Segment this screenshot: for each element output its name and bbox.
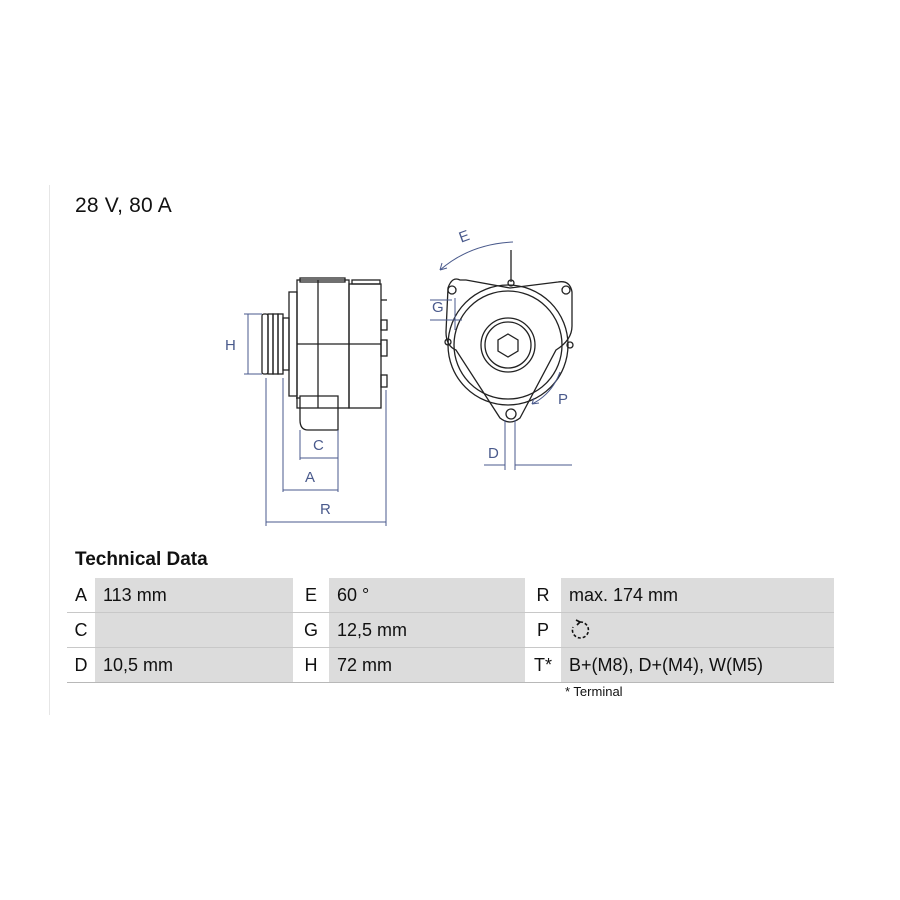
front-view [445, 250, 573, 422]
spec-label: T* [525, 648, 561, 683]
front-view-dimensions [430, 242, 572, 470]
rating-headline: 28 V, 80 A [75, 194, 172, 217]
technical-data-table [67, 578, 834, 683]
spec-label: R [525, 578, 561, 613]
spec-label: C [67, 613, 95, 648]
spec-row [67, 648, 834, 683]
spec-value: 72 mm [329, 648, 525, 683]
spec-value: 113 mm [95, 578, 293, 613]
spec-value: 10,5 mm [95, 648, 293, 683]
dim-label-r: R [320, 501, 331, 518]
dim-label-p: P [558, 391, 569, 408]
spec-label: A [67, 578, 95, 613]
spec-value: B+(M8), D+(M4), W(M5) [561, 648, 834, 683]
dim-label-c: C [313, 437, 324, 454]
spec-label: E [293, 578, 329, 613]
spec-label: D [67, 648, 95, 683]
spec-label: H [293, 648, 329, 683]
spec-row [67, 578, 834, 613]
spec-value-rotation [561, 613, 834, 648]
spec-value: 12,5 mm [329, 613, 525, 648]
side-view [262, 278, 387, 430]
dim-label-d: D [488, 445, 499, 462]
spec-label: G [293, 613, 329, 648]
side-view-dimensions [244, 314, 386, 526]
technical-data-title: Technical Data [75, 549, 208, 570]
spec-value: 60 ° [329, 578, 525, 613]
spec-row [67, 613, 834, 648]
dim-label-a: A [305, 469, 316, 486]
clockwise-rotation-icon [569, 619, 591, 641]
spec-value [95, 613, 293, 648]
dim-label-e: E [456, 227, 472, 247]
dim-label-g: G [432, 299, 444, 316]
terminal-footnote: * Terminal [565, 684, 623, 699]
spec-value: max. 174 mm [561, 578, 834, 613]
spec-label: P [525, 613, 561, 648]
dim-label-h: H [225, 337, 236, 354]
